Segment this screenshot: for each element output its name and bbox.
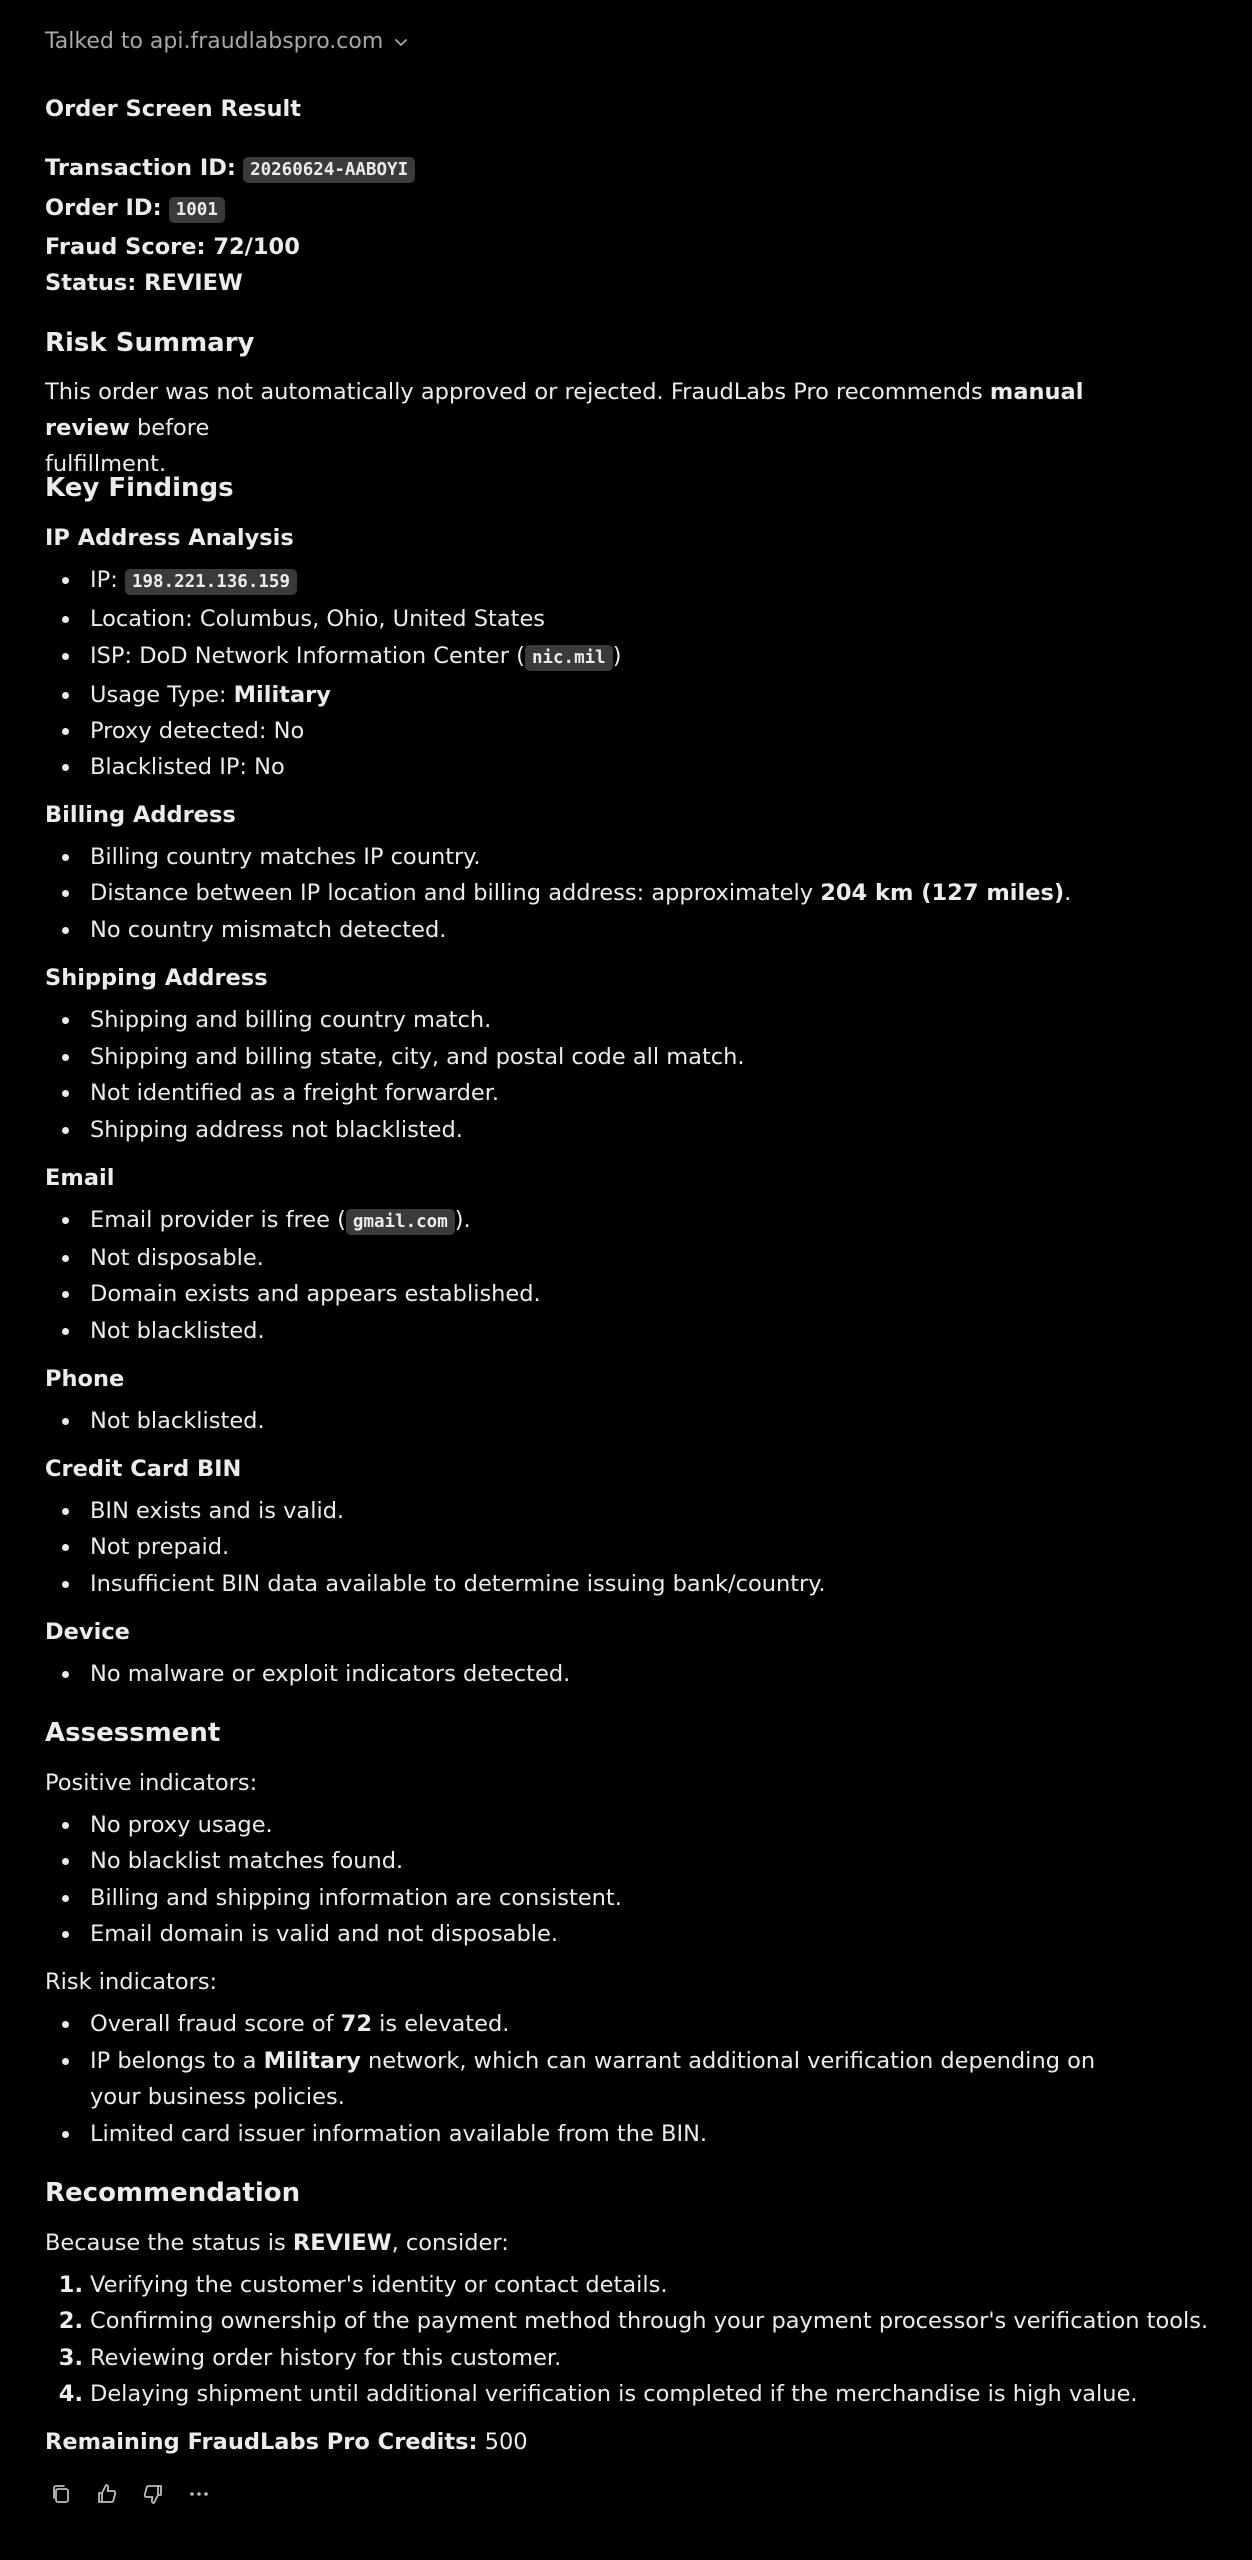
list-item: 2. Confirming ownership of the payment method through your payment processor's verification tools. [58, 2308, 1209, 2334]
list-item: Shipping and billing country match. [90, 1002, 491, 1038]
status-label: Status: [45, 270, 137, 296]
list-item: 3. Reviewing order history for this customer. [58, 2345, 562, 2371]
isp-domain: nic.mil [525, 645, 613, 671]
list-item: Billing country matches IP country. [90, 839, 481, 875]
list-item: Not disposable. [90, 1240, 264, 1276]
list-item: BIN exists and is valid. [90, 1493, 344, 1529]
thumbs-down-button[interactable] [137, 2478, 169, 2510]
status-value: REVIEW [144, 270, 243, 296]
list-item: No country mismatch detected. [90, 912, 446, 948]
email-domain: gmail.com [346, 1209, 455, 1235]
credits-label: Remaining FraudLabs Pro Credits: [45, 2429, 478, 2455]
list-item: Domain exists and appears established. [90, 1276, 541, 1312]
fraud-score-row [45, 232, 300, 262]
list-item: Email provider is free ( gmail.com ). [90, 1202, 471, 1240]
list-item: Email domain is valid and not disposable. [90, 1916, 558, 1952]
list-item: ISP: DoD Network Information Center ( nic.mil ) [90, 638, 622, 676]
list-item: 4. Delaying shipment until additional verification is completed if the merchandise is high value. [58, 2381, 1138, 2407]
copy-icon [49, 2482, 73, 2506]
device-heading: Device [45, 1619, 130, 1645]
list-item: Limited card issuer information available from the BIN. [90, 2116, 707, 2152]
tool-call-label: Talked to api.fraudlabspro.com [45, 29, 384, 54]
copy-button[interactable] [45, 2478, 77, 2510]
email-heading: Email [45, 1165, 115, 1191]
risk-indicators-label: Risk indicators: [45, 1969, 218, 1995]
list-item: Blacklisted IP: No [90, 749, 285, 785]
list-item: No blacklist matches found. [90, 1843, 403, 1879]
thumbs-up-button[interactable] [91, 2478, 123, 2510]
list-item: IP: 198.221.136.159 [90, 562, 297, 600]
transaction-row [45, 153, 415, 185]
list-item: Insufficient BIN data available to determine issuing bank/country. [90, 1566, 826, 1602]
shipping-heading: Shipping Address [45, 965, 268, 991]
fraud-score-label: Fraud Score: [45, 234, 206, 260]
order-label: Order ID: [45, 195, 162, 221]
bin-heading: Credit Card BIN [45, 1456, 242, 1482]
list-item: Not blacklisted. [90, 1403, 265, 1439]
billing-heading: Billing Address [45, 802, 236, 828]
list-item: 1. Verifying the customer's identity or contact details. [58, 2272, 668, 2298]
recommendation-heading: Recommendation [45, 2178, 301, 2208]
list-item: Shipping and billing state, city, and postal code all match. [90, 1039, 745, 1075]
list-item: Not blacklisted. [90, 1313, 265, 1349]
list-item: Shipping address not blacklisted. [90, 1112, 463, 1148]
risk-summary-heading: Risk Summary [45, 328, 255, 358]
list-item: Location: Columbus, Ohio, United States [90, 601, 545, 637]
message-actions [45, 2478, 215, 2510]
phone-heading: Phone [45, 1366, 125, 1392]
list-item: Usage Type: Military [90, 677, 331, 713]
recommendation-intro: Because the status is REVIEW, consider: [45, 2230, 509, 2256]
more-icon [187, 2482, 211, 2506]
tool-call-toggle[interactable] [45, 26, 409, 58]
list-item: Billing and shipping information are consistent. [90, 1880, 622, 1916]
more-button[interactable] [183, 2478, 215, 2510]
list-item: Overall fraud score of 72 is elevated. [90, 2006, 509, 2042]
list-item: Distance between IP location and billing address: approximately 204 km (127 miles). [90, 875, 1071, 911]
transaction-label: Transaction ID: [45, 155, 236, 181]
chevron-down-icon [393, 34, 409, 50]
credits-value: 500 [484, 2429, 528, 2455]
risk-summary-text: This order was not automatically approved or rejected. FraudLabs Pro recommends manual review before fulfillment. [45, 379, 1084, 477]
list-item: IP belongs to a Military network, which can warrant additional verification depending on your business policies. [90, 2043, 1150, 2115]
assessment-heading: Assessment [45, 1718, 221, 1748]
thumbs-up-icon [95, 2482, 119, 2506]
transaction-id: 20260624-AABOYI [243, 157, 415, 183]
ip-address: 198.221.136.159 [125, 569, 297, 595]
order-id: 1001 [169, 197, 225, 223]
list-item: No malware or exploit indicators detected. [90, 1656, 570, 1692]
result-title: Order Screen Result [45, 96, 301, 122]
thumbs-down-icon [141, 2482, 165, 2506]
list-item: Not identified as a freight forwarder. [90, 1075, 499, 1111]
key-findings-heading: Key Findings [45, 473, 234, 503]
status-row [45, 268, 243, 298]
list-item: Proxy detected: No [90, 713, 304, 749]
credits-row [45, 2427, 528, 2457]
manual-review-emphasis: manual review [45, 379, 1084, 441]
list-item: Not prepaid. [90, 1529, 229, 1565]
fraud-score-value: 72/100 [213, 234, 300, 260]
list-item: No proxy usage. [90, 1807, 273, 1843]
order-row [45, 193, 225, 225]
ip-analysis-heading: IP Address Analysis [45, 525, 294, 551]
positive-indicators-label: Positive indicators: [45, 1770, 258, 1796]
